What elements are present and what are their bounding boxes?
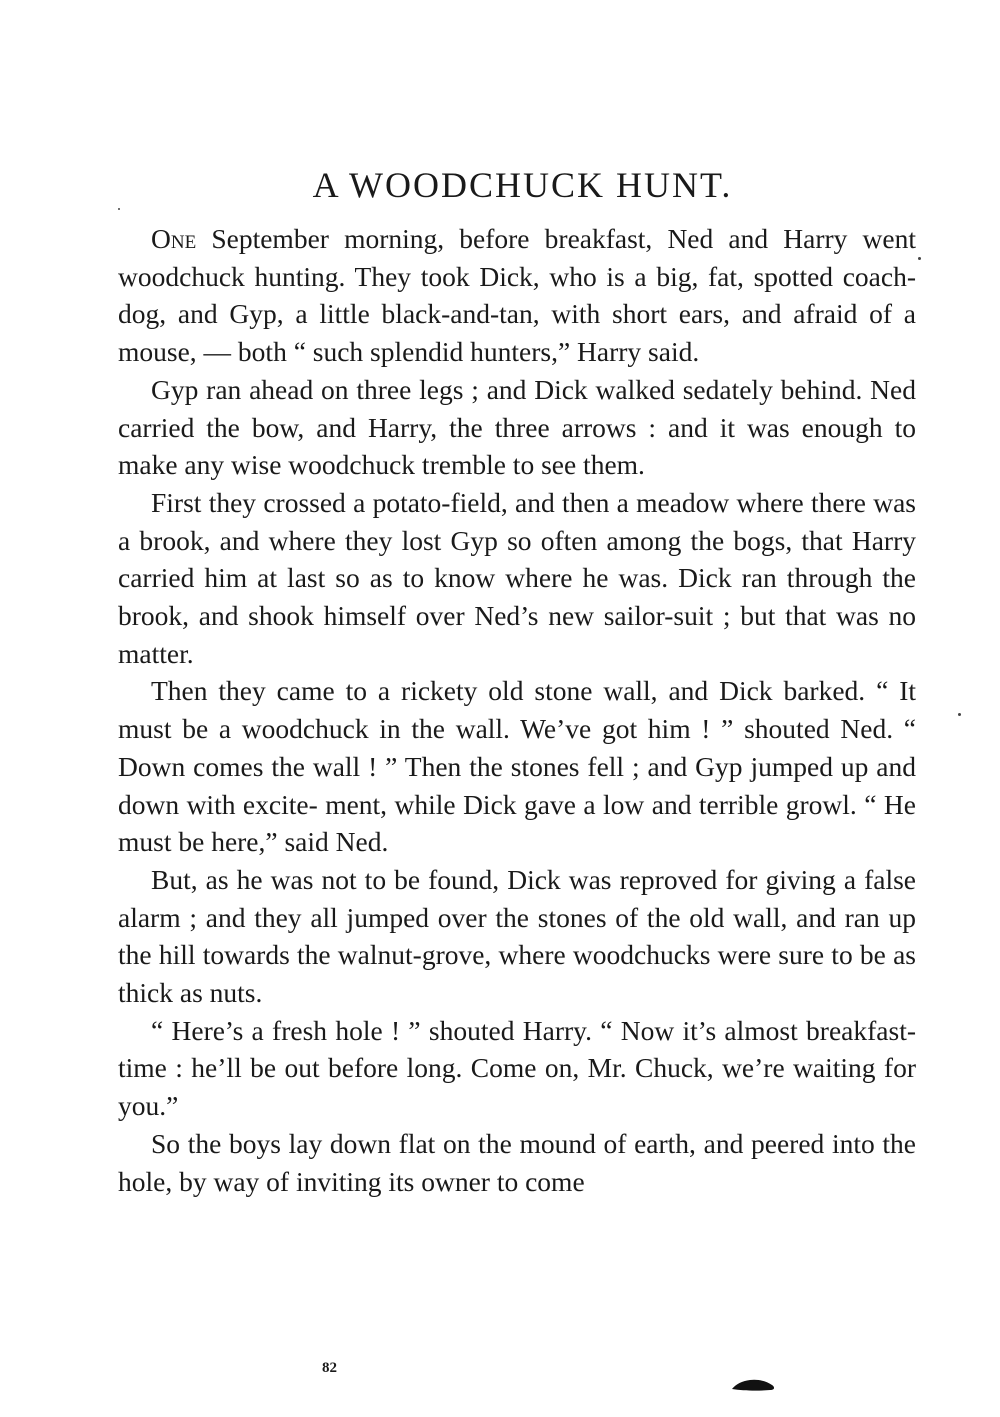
page-number: 82 — [322, 1360, 337, 1376]
chapter-title: A WOODCHUCK HUNT. — [312, 165, 733, 206]
paragraph-2 — [118, 371, 916, 484]
paragraph-text: “ Here’s a fresh hole ! ” shouted Harry. “ Now it’s almost breakfast-time : he’ll be out before long. Come on, Mr. Chuck, we’re waiting for you.” — [118, 1014, 916, 1122]
paragraph-text: Gyp ran ahead on three legs ; and Dick walked sedately behind. Ned carried the bow, and Harry, the three arrows : and it was enough to make any wise woodchuck tremble to see them. — [118, 373, 916, 481]
body-text — [118, 220, 916, 1200]
paragraph-text: Then they came to a rickety old stone wall, and Dick barked. “ It must be a woodchuck in the wall. We’ve got him ! ” shouted Ned. “ Down comes the wall ! ” Then the stones fell ; and Gyp jumped up and down with excite- ment, while Dick gave a low and terrible growl. “ He must be here,” said Ned. — [118, 675, 916, 858]
paragraph-4 — [118, 672, 916, 861]
paragraph-5 — [118, 861, 916, 1012]
paragraph-7 — [118, 1125, 916, 1200]
scan-speck — [118, 208, 120, 210]
paragraph-text: So the boys lay down flat on the mound of earth, and peered into the hole, by way of inviting its owner to come — [118, 1127, 916, 1197]
ink-blot-mark — [730, 1378, 776, 1392]
paragraph-lead-word: One — [151, 223, 197, 254]
scan-speck — [918, 257, 921, 260]
paragraph-6 — [118, 1012, 916, 1125]
paragraph-1 — [118, 220, 916, 371]
paragraph-text: First they crossed a potato-field, and then a meadow where there was a brook, and where they lost Gyp so often among the bogs, that Harry carried him at last so as to know where he was. Dick ran through the brook, and shook himself over Ned’s new sailor-suit ; but that was no matter. — [118, 486, 916, 669]
paragraph-text: September morning, before breakfast, Ned and Harry went woodchuck hunting. They took Dick, who is a big, fat, spotted coach-dog, and Gyp, a little black-and-tan, with short ears, and afraid of a mouse, — both “ such splendid hunters,” Harry said. — [118, 223, 916, 368]
scan-speck — [958, 713, 961, 716]
paragraph-text: But, as he was not to be found, Dick was reproved for giving a false alarm ; and they all jumped over the stones of the old wall, and ran up the hill towards the walnut-grove, where woodchucks were sure to be as thick as nuts. — [118, 863, 916, 1009]
paragraph-3 — [118, 484, 916, 673]
